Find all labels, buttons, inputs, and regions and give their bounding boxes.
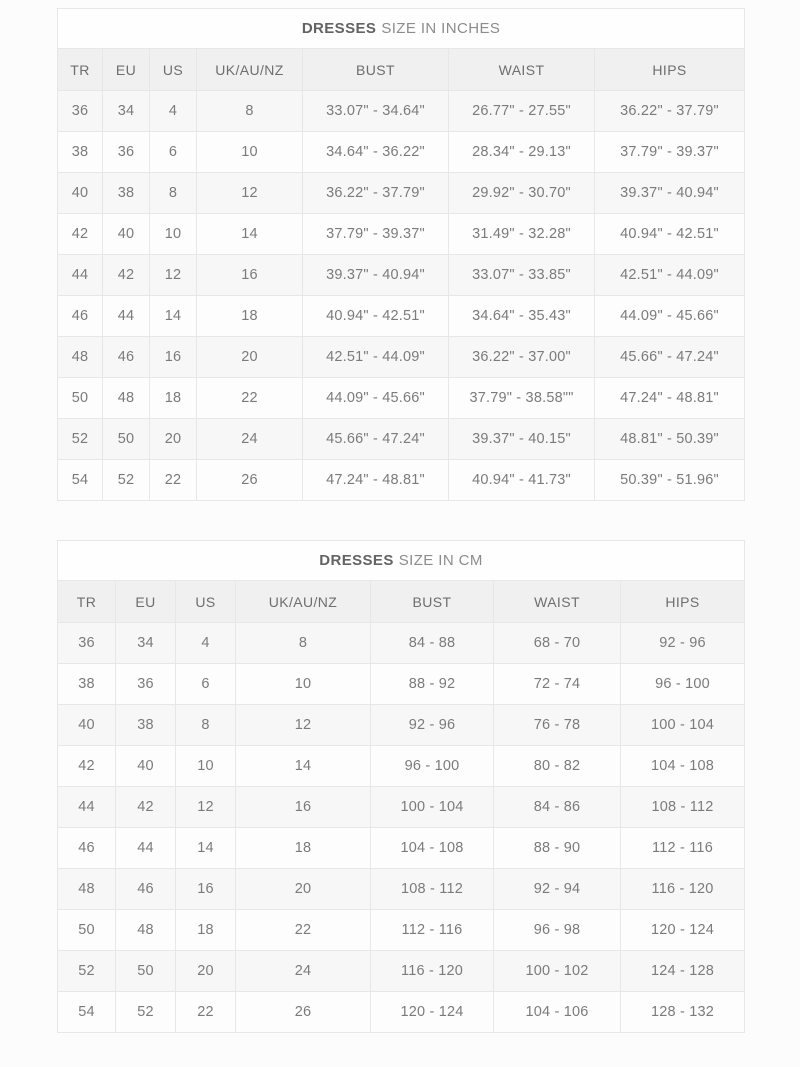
table-cell: 8 (236, 623, 371, 664)
table-cell: 24 (236, 951, 371, 992)
table-cell: 20 (150, 419, 197, 460)
table-cell: 46 (116, 869, 176, 910)
table-cell: 50.39" - 51.96" (595, 460, 745, 501)
table-cell: 108 - 112 (371, 869, 494, 910)
table-cell: 34 (116, 623, 176, 664)
table-row (58, 910, 745, 951)
table-cell: 42 (58, 746, 116, 787)
table-cell: 68 - 70 (494, 623, 621, 664)
table-cell: 36 (58, 623, 116, 664)
table-cell: 36.22" - 37.79" (303, 173, 449, 214)
table-cell: 48 (58, 869, 116, 910)
table-cell: 36 (103, 132, 150, 173)
table-row (58, 214, 745, 255)
table-title-unit: SIZE IN INCHES (381, 20, 501, 37)
table-cell: 14 (197, 214, 303, 255)
table-cell: 44 (58, 787, 116, 828)
column-header-hips: HIPS (595, 49, 745, 91)
table-cell: 12 (176, 787, 236, 828)
table-cell: 54 (58, 992, 116, 1033)
table-cell: 120 - 124 (371, 992, 494, 1033)
table-cell: 10 (150, 214, 197, 255)
dresses-size-in-cm-table (57, 540, 745, 1033)
table-cell: 40 (103, 214, 150, 255)
table-cell: 54 (58, 460, 103, 501)
column-header-bust: BUST (303, 49, 449, 91)
table-cell: 22 (236, 910, 371, 951)
table-cell: 36 (58, 91, 103, 132)
table-cell: 128 - 132 (621, 992, 745, 1033)
table-title (58, 541, 745, 581)
table-cell: 20 (236, 869, 371, 910)
table-cell: 18 (150, 378, 197, 419)
column-header-us: US (176, 581, 236, 623)
table-cell: 31.49" - 32.28" (449, 214, 595, 255)
table-cell: 38 (58, 664, 116, 705)
table-cell: 14 (176, 828, 236, 869)
table-cell: 28.34" - 29.13" (449, 132, 595, 173)
table-row (58, 869, 745, 910)
table-cell: 92 - 96 (621, 623, 745, 664)
table-cell: 12 (197, 173, 303, 214)
table-cell: 52 (58, 419, 103, 460)
table-cell: 40 (58, 705, 116, 746)
table-cell: 34.64" - 36.22" (303, 132, 449, 173)
table-cell: 96 - 100 (621, 664, 745, 705)
table-cell: 18 (197, 296, 303, 337)
table-cell: 40.94" - 41.73" (449, 460, 595, 501)
table-cell: 80 - 82 (494, 746, 621, 787)
table-cell: 10 (197, 132, 303, 173)
table-title-unit: SIZE IN CM (398, 552, 483, 569)
table-cell: 104 - 108 (621, 746, 745, 787)
table-cell: 14 (150, 296, 197, 337)
table-cell: 46 (58, 828, 116, 869)
table-cell: 33.07" - 34.64" (303, 91, 449, 132)
column-header-tr: TR (58, 581, 116, 623)
table-cell: 37.79" - 38.58"" (449, 378, 595, 419)
table-row (58, 419, 745, 460)
table-row (58, 787, 745, 828)
table-cell: 52 (116, 992, 176, 1033)
table-row (58, 828, 745, 869)
table-title (58, 9, 745, 49)
table-row (58, 992, 745, 1033)
table-cell: 45.66" - 47.24" (303, 419, 449, 460)
table-cell: 16 (236, 787, 371, 828)
table-row (58, 951, 745, 992)
table-cell: 38 (58, 132, 103, 173)
table-cell: 4 (176, 623, 236, 664)
column-header-waist: WAIST (494, 581, 621, 623)
table-row (58, 378, 745, 419)
table-cell: 50 (58, 378, 103, 419)
table-cell: 104 - 106 (494, 992, 621, 1033)
table-cell: 10 (236, 664, 371, 705)
table-cell: 16 (197, 255, 303, 296)
table-title-product: DRESSES (301, 20, 377, 37)
table-cell: 36.22" - 37.79" (595, 91, 745, 132)
table-cell: 44.09" - 45.66" (595, 296, 745, 337)
table-row (58, 664, 745, 705)
table-cell: 116 - 120 (621, 869, 745, 910)
table-cell: 72 - 74 (494, 664, 621, 705)
column-header-eu: EU (103, 49, 150, 91)
column-header-us: US (150, 49, 197, 91)
table-cell: 40 (58, 173, 103, 214)
table-body (58, 91, 745, 501)
table-cell: 20 (176, 951, 236, 992)
table-cell: 16 (150, 337, 197, 378)
table-cell: 44.09" - 45.66" (303, 378, 449, 419)
table-row (58, 705, 745, 746)
table-cell: 22 (197, 378, 303, 419)
table-cell: 42 (58, 214, 103, 255)
column-header-bust: BUST (371, 581, 494, 623)
table-cell: 116 - 120 (371, 951, 494, 992)
table-row (58, 296, 745, 337)
table-title-row (58, 541, 745, 581)
table-row (58, 255, 745, 296)
table-cell: 42.51" - 44.09" (303, 337, 449, 378)
table-cell: 10 (176, 746, 236, 787)
table-cell: 96 - 100 (371, 746, 494, 787)
table-cell: 26.77" - 27.55" (449, 91, 595, 132)
table-cell: 20 (197, 337, 303, 378)
table-title-product: DRESSES (319, 552, 394, 569)
table-cell: 44 (103, 296, 150, 337)
table-cell: 100 - 104 (371, 787, 494, 828)
table-row (58, 337, 745, 378)
table-cell: 34 (103, 91, 150, 132)
table-cell: 47.24" - 48.81" (303, 460, 449, 501)
table-cell: 33.07" - 33.85" (449, 255, 595, 296)
table-row (58, 746, 745, 787)
table-cell: 40.94" - 42.51" (595, 214, 745, 255)
table-cell: 47.24" - 48.81" (595, 378, 745, 419)
table-cell: 124 - 128 (621, 951, 745, 992)
table-cell: 50 (58, 910, 116, 951)
table-cell: 96 - 98 (494, 910, 621, 951)
table-cell: 40 (116, 746, 176, 787)
table-cell: 22 (176, 992, 236, 1033)
table-cell: 38 (103, 173, 150, 214)
table-cell: 42 (116, 787, 176, 828)
table-cell: 120 - 124 (621, 910, 745, 951)
table-cell: 6 (176, 664, 236, 705)
table-cell: 88 - 92 (371, 664, 494, 705)
table-cell: 36 (116, 664, 176, 705)
table-cell: 92 - 96 (371, 705, 494, 746)
table-cell: 12 (150, 255, 197, 296)
column-header-row (58, 581, 745, 623)
table-row (58, 173, 745, 214)
table-cell: 22 (150, 460, 197, 501)
column-header-uk-au-nz: UK/AU/NZ (197, 49, 303, 91)
table-cell: 48 (116, 910, 176, 951)
table-cell: 100 - 102 (494, 951, 621, 992)
table-row (58, 91, 745, 132)
table-row (58, 132, 745, 173)
table-cell: 84 - 86 (494, 787, 621, 828)
table-row (58, 460, 745, 501)
table-cell: 76 - 78 (494, 705, 621, 746)
table-cell: 100 - 104 (621, 705, 745, 746)
table-cell: 92 - 94 (494, 869, 621, 910)
table-cell: 44 (58, 255, 103, 296)
column-header-tr: TR (58, 49, 103, 91)
table-cell: 40.94" - 42.51" (303, 296, 449, 337)
table-cell: 48 (58, 337, 103, 378)
table-cell: 8 (176, 705, 236, 746)
table-cell: 48.81" - 50.39" (595, 419, 745, 460)
table-cell: 45.66" - 47.24" (595, 337, 745, 378)
table-cell: 38 (116, 705, 176, 746)
column-header-eu: EU (116, 581, 176, 623)
table-cell: 24 (197, 419, 303, 460)
column-header-hips: HIPS (621, 581, 745, 623)
column-header-uk-au-nz: UK/AU/NZ (236, 581, 371, 623)
table-cell: 112 - 116 (621, 828, 745, 869)
table-cell: 42 (103, 255, 150, 296)
table-cell: 50 (116, 951, 176, 992)
table-cell: 16 (176, 869, 236, 910)
table-title-row (58, 9, 745, 49)
table-cell: 26 (236, 992, 371, 1033)
table-cell: 52 (58, 951, 116, 992)
table-cell: 39.37" - 40.94" (303, 255, 449, 296)
dresses-size-in-inches-table (57, 8, 745, 501)
table-cell: 18 (176, 910, 236, 951)
table-cell: 104 - 108 (371, 828, 494, 869)
table-cell: 4 (150, 91, 197, 132)
table-cell: 39.37" - 40.94" (595, 173, 745, 214)
table-cell: 39.37" - 40.15" (449, 419, 595, 460)
table-cell: 26 (197, 460, 303, 501)
table-cell: 108 - 112 (621, 787, 745, 828)
table-cell: 50 (103, 419, 150, 460)
column-header-waist: WAIST (449, 49, 595, 91)
table-row (58, 623, 745, 664)
table-cell: 42.51" - 44.09" (595, 255, 745, 296)
table-cell: 29.92" - 30.70" (449, 173, 595, 214)
table-cell: 88 - 90 (494, 828, 621, 869)
table-cell: 37.79" - 39.37" (303, 214, 449, 255)
table-cell: 8 (197, 91, 303, 132)
table-cell: 18 (236, 828, 371, 869)
table-cell: 37.79" - 39.37" (595, 132, 745, 173)
table-cell: 44 (116, 828, 176, 869)
table-cell: 36.22" - 37.00" (449, 337, 595, 378)
table-cell: 46 (103, 337, 150, 378)
table-body (58, 623, 745, 1033)
table-cell: 12 (236, 705, 371, 746)
table-cell: 14 (236, 746, 371, 787)
table-cell: 8 (150, 173, 197, 214)
column-header-row (58, 49, 745, 91)
table-cell: 112 - 116 (371, 910, 494, 951)
table-cell: 84 - 88 (371, 623, 494, 664)
table-cell: 52 (103, 460, 150, 501)
table-cell: 48 (103, 378, 150, 419)
table-cell: 6 (150, 132, 197, 173)
table-cell: 46 (58, 296, 103, 337)
table-cell: 34.64" - 35.43" (449, 296, 595, 337)
